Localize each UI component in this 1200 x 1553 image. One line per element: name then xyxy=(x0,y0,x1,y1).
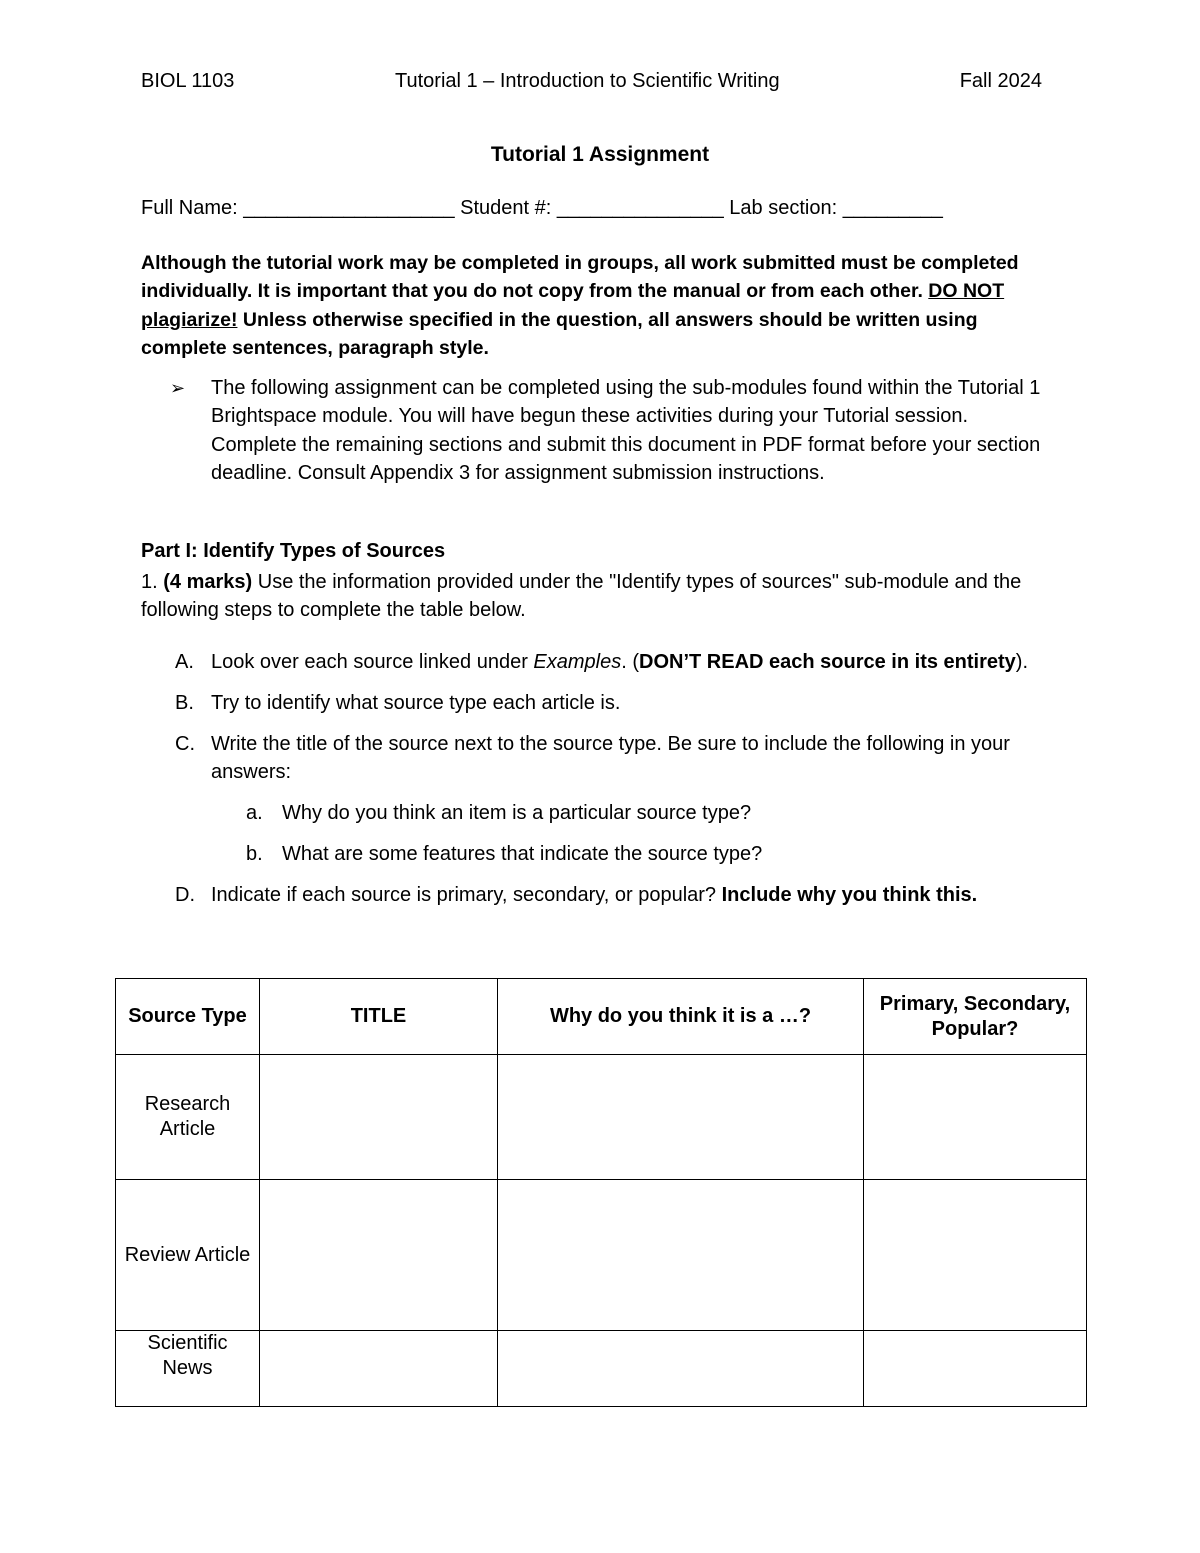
assignment-title: Tutorial 1 Assignment xyxy=(490,143,710,166)
step-a xyxy=(175,648,1066,676)
step-bold: DON’T READ each source in its entirety xyxy=(639,651,1016,673)
step-b xyxy=(175,689,1066,717)
why-cell[interactable] xyxy=(498,1331,864,1407)
step-italic: Examples xyxy=(533,651,622,673)
page-header xyxy=(141,70,1042,98)
student-number-label: Student #: xyxy=(454,197,557,219)
step-text: . ( xyxy=(621,651,640,673)
steps-list xyxy=(141,648,1066,909)
lab-section-label: Lab section: xyxy=(723,197,843,219)
instructions-text: The following assignment can be completed using the sub-modules found within the Tutorial 1 Brightspace module. You will have begun these activities during your Tutorial session. Complete the remaining sections and submit this document in PDF format before your section deadline. Consult Appendix 3 for assignment submission instructions. xyxy=(211,377,1041,484)
why-cell[interactable] xyxy=(498,1180,864,1331)
term: Fall 2024 xyxy=(959,70,1042,92)
row-source-type: Review Article xyxy=(116,1180,260,1331)
full-name-field[interactable]: ___________________ xyxy=(243,197,455,219)
warning-text-1: Although the tutorial work may be completed in groups, all work submitted must be completed individually. It is important that you do not copy from the manual or from each other. xyxy=(141,252,1019,303)
table-row xyxy=(116,1055,1087,1180)
step-bold: Include why you think this. xyxy=(721,884,978,906)
step-c-b xyxy=(246,840,1066,868)
step-c xyxy=(175,730,1066,786)
title-cell[interactable] xyxy=(260,1055,498,1180)
question-number: 1. xyxy=(141,571,164,593)
classification-cell[interactable] xyxy=(864,1055,1087,1180)
part1-heading: Part I: Identify Types of Sources xyxy=(141,540,446,562)
table-header-row xyxy=(116,979,1087,1055)
warning-text-2: Unless otherwise specified in the question, all answers should be written using complete sentences, paragraph style. xyxy=(141,308,978,359)
step-label: B. xyxy=(175,692,194,714)
step-d xyxy=(175,881,1066,909)
step-text: Write the title of the source next to the source type. Be sure to include the following in your answers: xyxy=(211,733,1010,783)
substep-label: a. xyxy=(246,802,263,824)
header-source-type: Source Type xyxy=(116,979,260,1055)
row-source-type: Scientific News xyxy=(116,1331,260,1407)
title-cell[interactable] xyxy=(260,1331,498,1407)
why-cell[interactable] xyxy=(498,1055,864,1180)
question-1 xyxy=(141,568,1066,625)
lab-section-field[interactable]: _________ xyxy=(842,197,943,219)
step-text: Indicate if each source is primary, secondary, or popular? xyxy=(211,884,722,906)
substep-text: Why do you think an item is a particular source type? xyxy=(282,802,752,824)
classification-cell[interactable] xyxy=(864,1331,1087,1407)
step-label: A. xyxy=(175,651,194,673)
row-source-type: Research Article xyxy=(116,1055,260,1180)
step-c-a xyxy=(246,799,1066,827)
tutorial-title: Tutorial 1 – Introduction to Scientific Writing xyxy=(395,70,780,92)
instructions-bullet xyxy=(170,374,1050,487)
question-marks: (4 marks) xyxy=(163,571,253,593)
student-number-field[interactable]: _______________ xyxy=(556,197,724,219)
step-label: C. xyxy=(175,733,195,755)
header-why: Why do you think it is a …? xyxy=(498,979,864,1055)
substep-label: b. xyxy=(246,843,263,865)
classification-cell[interactable] xyxy=(864,1180,1087,1331)
question-text: Use the information provided under the "Identify types of sources" sub-module and the following steps to complete the table below. xyxy=(141,571,1022,622)
substep-text: What are some features that indicate the source type? xyxy=(282,843,763,865)
step-text: ). xyxy=(1015,651,1028,673)
step-text: Look over each source linked under xyxy=(211,651,534,673)
course-code: BIOL 1103 xyxy=(141,70,235,92)
table-row xyxy=(116,1180,1087,1331)
plagiarism-warning: DO NOT plagiarize! xyxy=(141,280,1005,331)
header-classification: Primary, Secondary, Popular? xyxy=(864,979,1087,1055)
arrow-bullet-icon: ➢ xyxy=(170,378,186,398)
table-row xyxy=(116,1331,1087,1407)
integrity-warning xyxy=(141,249,1066,362)
full-name-label: Full Name: xyxy=(141,197,244,219)
header-title: TITLE xyxy=(260,979,498,1055)
step-text: Try to identify what source type each article is. xyxy=(211,692,621,714)
title-cell[interactable] xyxy=(260,1180,498,1331)
source-types-table xyxy=(115,978,1087,1407)
student-info-line xyxy=(141,197,943,220)
step-label: D. xyxy=(175,884,195,906)
